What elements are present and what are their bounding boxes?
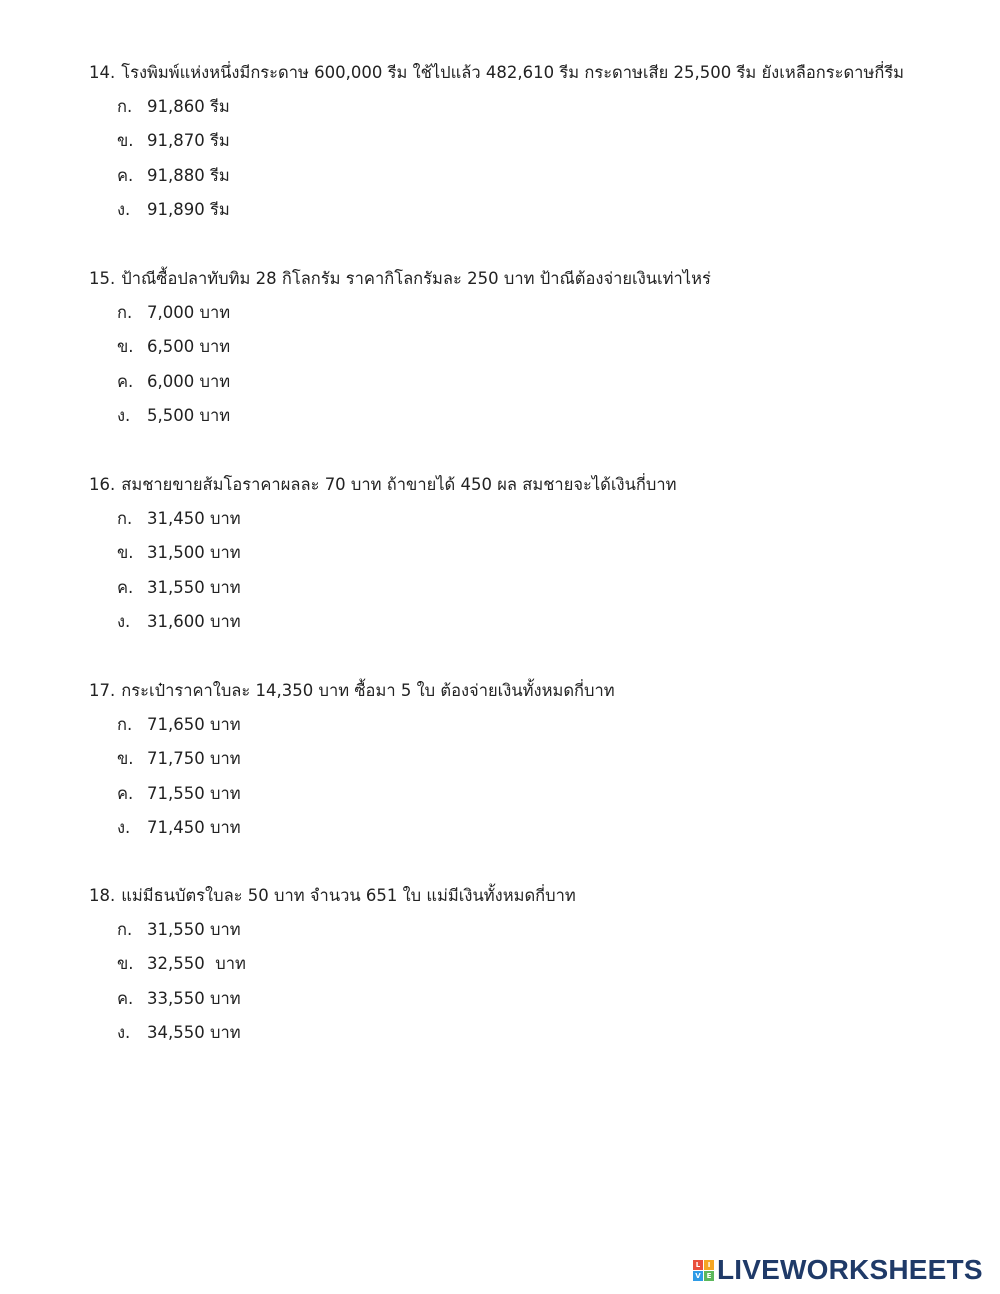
question-text <box>89 885 969 907</box>
choice-text: 6,500 บาท <box>147 337 231 357</box>
choice-letter: ค. <box>117 988 134 1008</box>
choice-option[interactable] <box>89 187 969 221</box>
choice-text: 34,550 บาท <box>147 1022 241 1042</box>
choice-letter: ค. <box>117 371 134 391</box>
choice-letter: ข. <box>117 543 134 563</box>
choice-option[interactable] <box>89 702 969 736</box>
question-text <box>89 268 969 290</box>
choice-text: 31,600 บาท <box>147 611 241 631</box>
choice-text: 5,500 บาท <box>147 405 231 425</box>
choice-text: 91,860 รีม <box>147 97 230 116</box>
choice-letter: ค. <box>117 577 134 597</box>
question-17 <box>89 680 969 839</box>
choice-letter: ง. <box>117 199 131 219</box>
choice-letter: ก. <box>117 920 133 939</box>
choice-option[interactable] <box>89 907 969 941</box>
choice-option[interactable] <box>89 359 969 393</box>
logo-icon <box>693 1260 714 1281</box>
liveworksheets-logo <box>693 1255 983 1285</box>
choice-option[interactable] <box>89 84 969 118</box>
choice-option[interactable] <box>89 976 969 1010</box>
choice-letter: ก. <box>117 303 133 322</box>
choice-option[interactable] <box>89 530 969 564</box>
choice-option[interactable] <box>89 771 969 805</box>
choice-text: 7,000 บาท <box>147 303 231 322</box>
question-body: ป้าณีซื้อปลาทับทิม 28 กิโลกรัม ราคากิโลกรัมละ 250 บาท ป้าณีต้องจ่ายเงินเท่าไหร่ <box>121 269 711 288</box>
choice-text: 71,650 บาท <box>147 715 241 734</box>
choice-text: 71,450 บาท <box>147 817 241 837</box>
choice-letter: ง. <box>117 405 131 425</box>
choice-text: 71,550 บาท <box>147 783 241 803</box>
question-text <box>89 62 969 84</box>
question-body: แม่มีธนบัตรใบละ 50 บาท จำนวน 651 ใบ แม่มีเงินทั้งหมดกี่บาท <box>121 886 576 905</box>
question-16 <box>89 474 969 633</box>
choice-option[interactable] <box>89 565 969 599</box>
logo-text: LIVEWORKSHEETS <box>717 1254 983 1285</box>
choice-text: 91,890 รีม <box>147 199 230 219</box>
choice-letter: ข. <box>117 131 134 151</box>
question-text <box>89 474 969 496</box>
choice-letter: ง. <box>117 611 131 631</box>
choice-text: 31,500 บาท <box>147 543 241 563</box>
choice-text: 71,750 บาท <box>147 749 241 769</box>
question-number: 17. <box>89 681 116 700</box>
question-text <box>89 680 969 702</box>
choice-text: 6,000 บาท <box>147 371 231 391</box>
question-14 <box>89 62 969 221</box>
question-body: สมชายขายส้มโอราคาผลละ 70 บาท ถ้าขายได้ 450 ผล สมชายจะได้เงินกี่บาท <box>121 475 677 494</box>
choice-option[interactable] <box>89 941 969 975</box>
logo-box-letter: E <box>704 1271 714 1281</box>
choice-letter: ค. <box>117 165 134 185</box>
choice-letter: ข. <box>117 954 134 974</box>
question-number: 14. <box>89 63 116 82</box>
choice-letter: ก. <box>117 715 133 734</box>
choice-option[interactable] <box>89 805 969 839</box>
question-number: 15. <box>89 269 116 288</box>
choice-option[interactable] <box>89 1010 969 1044</box>
logo-box-letter: L <box>693 1260 703 1270</box>
choice-letter: ก. <box>117 97 133 116</box>
logo-box-letter: V <box>693 1271 703 1281</box>
choice-text: 91,870 รีม <box>147 131 230 151</box>
choice-option[interactable] <box>89 393 969 427</box>
choice-option[interactable] <box>89 118 969 152</box>
question-body: โรงพิมพ์แห่งหนึ่งมีกระดาษ 600,000 รีม ใช้ไปแล้ว 482,610 รีม กระดาษเสีย 25,500 รีม ยังเหลือกระดาษกี่รีม <box>121 63 905 82</box>
choice-text: 32,550 บาท <box>147 954 246 974</box>
choice-letter: ก. <box>117 509 133 528</box>
question-18 <box>89 885 969 1044</box>
choice-letter: ค. <box>117 783 134 803</box>
choice-letter: ง. <box>117 817 131 837</box>
choice-option[interactable] <box>89 599 969 633</box>
choice-option[interactable] <box>89 324 969 358</box>
choice-option[interactable] <box>89 153 969 187</box>
question-number: 16. <box>89 475 116 494</box>
choice-text: 33,550 บาท <box>147 988 241 1008</box>
question-number: 18. <box>89 886 116 905</box>
choice-option[interactable] <box>89 736 969 770</box>
question-15 <box>89 268 969 427</box>
choice-text: 31,550 บาท <box>147 920 241 939</box>
question-body: กระเป๋าราคาใบละ 14,350 บาท ซื้อมา 5 ใบ ต้องจ่ายเงินทั้งหมดกี่บาท <box>121 681 615 700</box>
logo-box-letter: I <box>704 1260 714 1270</box>
choice-letter: ข. <box>117 749 134 769</box>
choice-letter: ข. <box>117 337 134 357</box>
choice-text: 31,450 บาท <box>147 509 241 528</box>
choice-option[interactable] <box>89 290 969 324</box>
choice-option[interactable] <box>89 496 969 530</box>
choice-text: 91,880 รีม <box>147 165 230 185</box>
choice-letter: ง. <box>117 1022 131 1042</box>
choice-text: 31,550 บาท <box>147 577 241 597</box>
